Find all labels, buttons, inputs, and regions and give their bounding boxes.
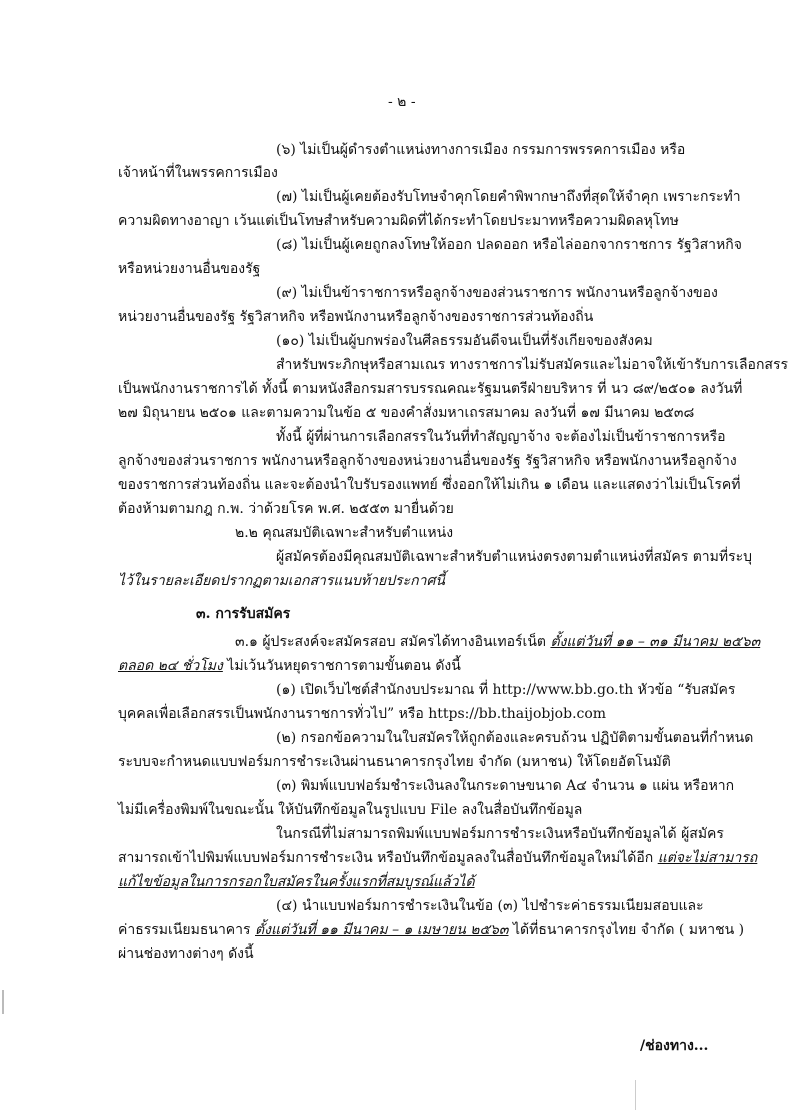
line-5: (๘) ไม่เป็นผู้เคยถูกลงโทษให้ออก ปลดออก หรือไล่ออกจากราชการ รัฐวิสาหกิจ [276, 237, 742, 253]
section-3-heading: ๓. การรับสมัคร [196, 606, 291, 622]
line-33-bank: ได้ที่ธนาคารกรุงไทย จำกัด ( มหาชน ) [512, 922, 745, 938]
scan-edge-mark-right [635, 1080, 636, 1110]
line-14: ลูกจ้างของส่วนราชการ พนักงานหรือลูกจ้างของหน่วยงานอื่นของรัฐ รัฐวิสาหกิจ หรือพนักงานหรือลูกจ้าง [118, 453, 737, 469]
line-18: ผู้สมัครต้องมีคุณสมบัติเฉพาะสำหรับตำแหน่งตรงตามตำแหน่งที่สมัคร ตามที่ระบุ [276, 549, 753, 565]
line-21-text: ๓.๑ ผู้ประสงค์จะสมัครสอบ สมัครได้ทางอินเทอร์เน็ต [235, 634, 546, 650]
line-22 [118, 656, 461, 676]
line-15: ของราชการส่วนท้องถิ่น และจะต้องนำใบรับรองแพทย์ ซึ่งออกให้ไม่เกิน ๑ เดือน และแสดงว่าไม่เป็นโรคที่ [118, 477, 741, 493]
line-6: หรือหน่วยงานอื่นของรัฐ [118, 261, 261, 277]
line-8: หน่วยงานอื่นของรัฐ รัฐวิสาหกิจ หรือพนักงานหรือลูกจ้างของราชการส่วนท้องถิ่น [118, 309, 594, 325]
line-24: บุคคลเพื่อเลือกสรรเป็นพนักงานราชการทั่วไป” หรือ https://bb.thaijobjob.com [118, 706, 607, 722]
continuation-footer: /ช่องทาง... [640, 1038, 709, 1054]
line-1: (๖) ไม่เป็นผู้ดำรงตำแหน่งทางการเมือง กรรมการพรรคการเมือง หรือ [276, 142, 686, 158]
line-13: ทั้งนี้ ผู้ที่ผ่านการเลือกสรรในวันที่ทำสัญญาจ้าง จะต้องไม่เป็นข้าราชการหรือ [276, 429, 726, 445]
line-30 [118, 848, 757, 868]
line-19: ไว้ในรายละเอียดปรากฏตามเอกสารแนบท้ายประกาศนี้ [118, 573, 445, 589]
line-23: (๑) เปิดเว็บไซต์สำนักงบประมาณ ที่ http://www.bb.go.th หัวข้อ “รับสมัคร [276, 682, 736, 698]
line-16: ต้องห้ามตามกฎ ก.พ. ว่าด้วยโรค พ.ศ. ๒๕๕๓ มายื่นด้วย [118, 501, 454, 517]
line-12: ๒๗ มิถุนายน ๒๕๐๑ และตามความในข้อ ๕ ของคำสั่งมหาเถรสมาคม ลงวันที่ ๑๗ มีนาคม ๒๕๓๘ [118, 405, 695, 421]
line-2: เจ้าหน้าที่ในพรรคการเมือง [118, 165, 278, 181]
line-31: แก้ไขข้อมูลในการกรอกใบสมัครในครั้งแรกที่สมบูรณ์แล้วได้ [118, 874, 475, 890]
subsection-2-2: ๒.๒ คุณสมบัติเฉพาะสำหรับตำแหน่ง [235, 525, 454, 541]
page-number: - ๒ - [388, 94, 416, 110]
line-4: ความผิดทางอาญา เว้นแต่เป็นโทษสำหรับความผิดที่ได้กระทำโดยประมาทหรือความผิดลหุโทษ [118, 213, 679, 229]
line-25: (๒) กรอกข้อความในใบสมัครให้ถูกต้องและครบถ้วน ปฏิบัติตามขั้นตอนที่กำหนด [276, 730, 754, 746]
line-34: ผ่านช่องทางต่างๆ ดังนี้ [118, 946, 254, 962]
line-33 [118, 920, 744, 940]
line-32: (๔) นำแบบฟอร์มการชำระเงินในข้อ (๓) ไปชำระค่าธรรมเนียมสอบและ [276, 898, 704, 914]
line-22-text: ไม่เว้นวันหยุดราชการตามขั้นตอน ดังนี้ [227, 658, 461, 674]
line-7: (๙) ไม่เป็นข้าราชการหรือลูกจ้างของส่วนราชการ พนักงานหรือลูกจ้างของ [276, 285, 718, 301]
line-3: (๗) ไม่เป็นผู้เคยต้องรับโทษจำคุกโดยคำพิพากษาถึงที่สุดให้จำคุก เพราะกระทำ [276, 189, 741, 205]
line-30-text: สามารถเข้าไปพิมพ์แบบฟอร์มการชำระเงิน หรือบันทึกข้อมูลลงในสื่อบันทึกข้อมูลใหม่ได้อีก [118, 850, 654, 866]
line-10: สำหรับพระภิกษุหรือสามเณร ทางราชการไม่รับสมัครและไม่อาจให้เข้ารับการเลือกสรร [276, 357, 789, 373]
line-30-emphasis: แต่จะไม่สามารถ [657, 850, 758, 866]
payment-period: ตั้งแต่วันที่ ๑๑ มีนาคม – ๑ เมษายน ๒๕๖๓ [255, 922, 509, 938]
line-21 [235, 632, 760, 652]
line-11: เป็นพนักงานราชการได้ ทั้งนี้ ตามหนังสือกรมสารบรรณคณะรัฐมนตรีฝ่ายบริหาร ที่ นว ๘๙/๒๕๐๑ ลงวันที่ [118, 381, 743, 397]
line-28: ไม่มีเครื่องพิมพ์ในขณะนั้น ให้บันทึกข้อมูลในรูปแบบ File ลงในสื่อบันทึกข้อมูล [118, 802, 583, 818]
line-29: ในกรณีที่ไม่สามารถพิมพ์แบบฟอร์มการชำระเงินหรือบันทึกข้อมูลได้ ผู้สมัคร [276, 826, 724, 842]
line-33-text: ค่าธรรมเนียมธนาคาร [118, 922, 251, 938]
line-9: (๑๐) ไม่เป็นผู้บกพร่องในศีลธรรมอันดีจนเป็นที่รังเกียจของสังคม [276, 333, 653, 349]
line-26: ระบบจะกำหนดแบบฟอร์มการชำระเงินผ่านธนาคารกรุงไทย จำกัด (มหาชน) ให้โดยอัตโนมัติ [118, 754, 671, 770]
scan-edge-mark [2, 990, 4, 1014]
registration-period: ตั้งแต่วันที่ ๑๑ – ๓๑ มีนาคม ๒๕๖๓ [550, 634, 761, 650]
line-27: (๓) พิมพ์แบบฟอร์มชำระเงินลงในกระดาษขนาด A๔ จำนวน ๑ แผ่น หรือหาก [276, 778, 735, 794]
registration-hours: ตลอด ๒๔ ชั่วโมง [118, 658, 223, 674]
